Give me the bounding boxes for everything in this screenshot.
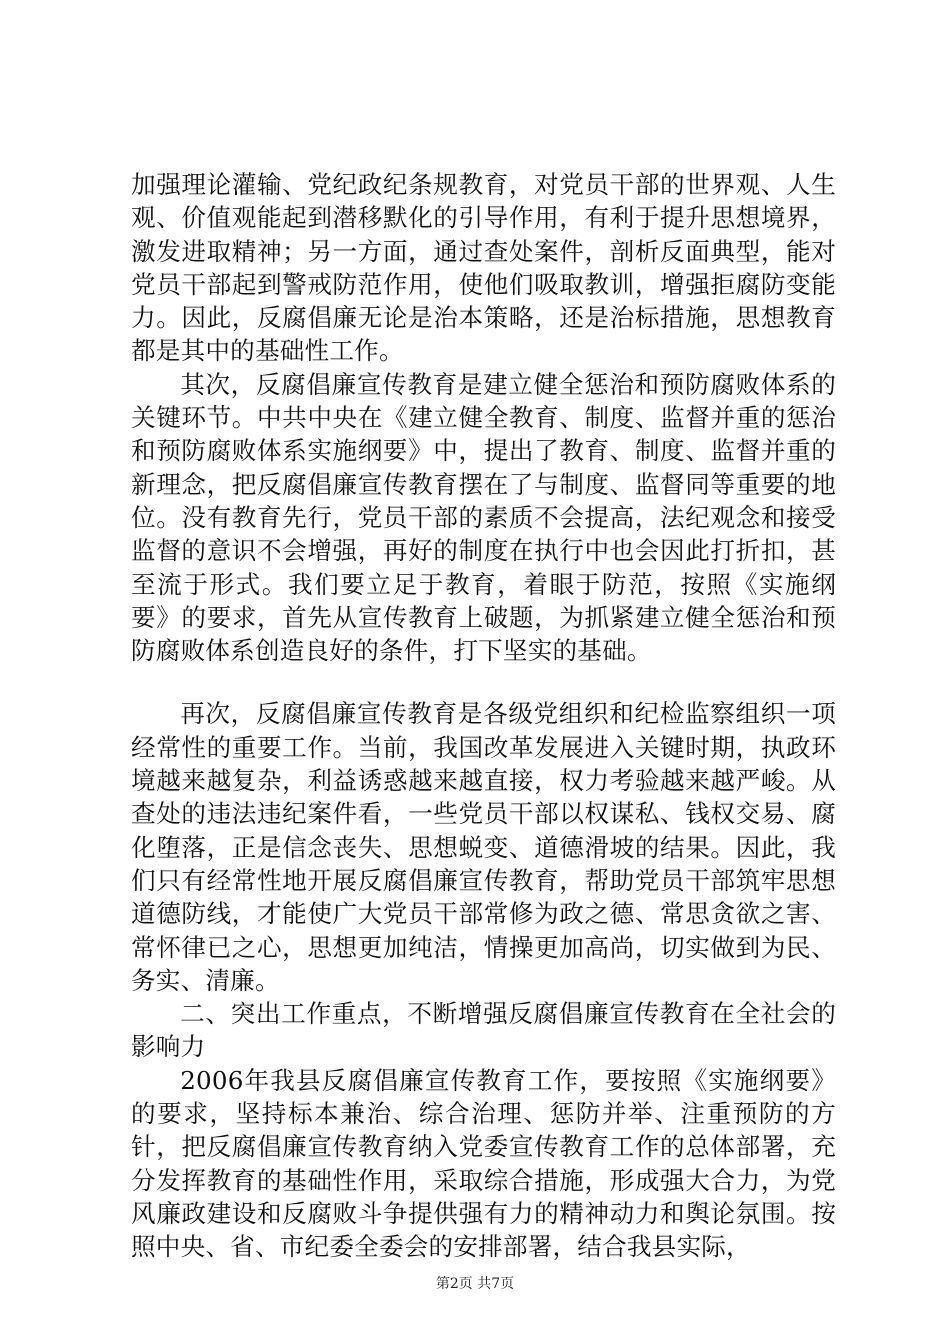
paragraph-thirdly: 再次，反腐倡廉宣传教育是各级党组织和纪检监察组织一项经常性的重要工作。当前，我国改革发展进入关键时期，执政环境越来越复杂，利益诱惑越来越直接，权力考验越来越严峻。从查处的违法违纪案件看，一些党员干部以权谋私、钱权交易、腐化堕落，正是信念丧失、思想蜕变、道德滑坡的结果。因此，我们只有经常性地开展反腐倡廉宣传教育，帮助党员干部筑牢思想道德防线，才能使广大党员干部常修为政之德、常思贪欲之害、常怀律已之心，思想更加纯洁，情操更加高尚，切实做到为民、务实、清廉。 (131, 699, 836, 995)
page-number-footer: 第2页 共7页 (435, 1276, 515, 1292)
paragraph-continuation: 加强理论灌输、党纪政纪条规教育，对党员干部的世界观、人生观、价值观能起到潜移默化的引导作用，有利于提升思想境界，激发进取精神；另一方面，通过查处案件，剖析反面典型，能对党员干部起到警戒防范作用，使他们吸取教训，增强拒腐防变能力。因此，反腐倡廉无论是治本策略，还是治标措施，思想教育都是其中的基础性工作。 (131, 170, 836, 366)
section-heading-two: 二、突出工作重点，不断增强反腐倡廉宣传教育在全社会的影响力 (131, 999, 836, 1062)
paragraph-secondly: 其次，反腐倡廉宣传教育是建立健全惩治和预防腐败体系的关键环节。中共中央在《建立健全教育、制度、监督并重的惩治和预防腐败体系实施纲要》中，提出了教育、制度、监督并重的新理念，把反腐倡廉宣传教育摆在了与制度、监督同等重要的地位。没有教育先行，党员干部的素质不会提高，法纪观念和接受监督的意识不会增强，再好的制度在执行中也会因此打折扣，甚至流于形式。我们要立足于教育，着眼于防范，按照《实施纲要》的要求，首先从宣传教育上破题，为抓紧建立健全惩治和预防腐败体系创造良好的条件，打下坚实的基础。 (131, 369, 836, 666)
paragraph-2006-work: 2006年我县反腐倡廉宣传教育工作，要按照《实施纲要》的要求，坚持标本兼治、综合治理、惩防并举、注重预防的方针，把反腐倡廉宣传教育纳入党委宣传教育工作的总体部署，充分发挥教育的基础性作用，采取综合措施，形成强大合力，为党风廉政建设和反腐败斗争提供强有力的精神动力和舆论氛围。按照中央、省、市纪委全委会的安排部署，结合我县实际， (131, 1065, 836, 1262)
document-body (131, 168, 836, 1264)
